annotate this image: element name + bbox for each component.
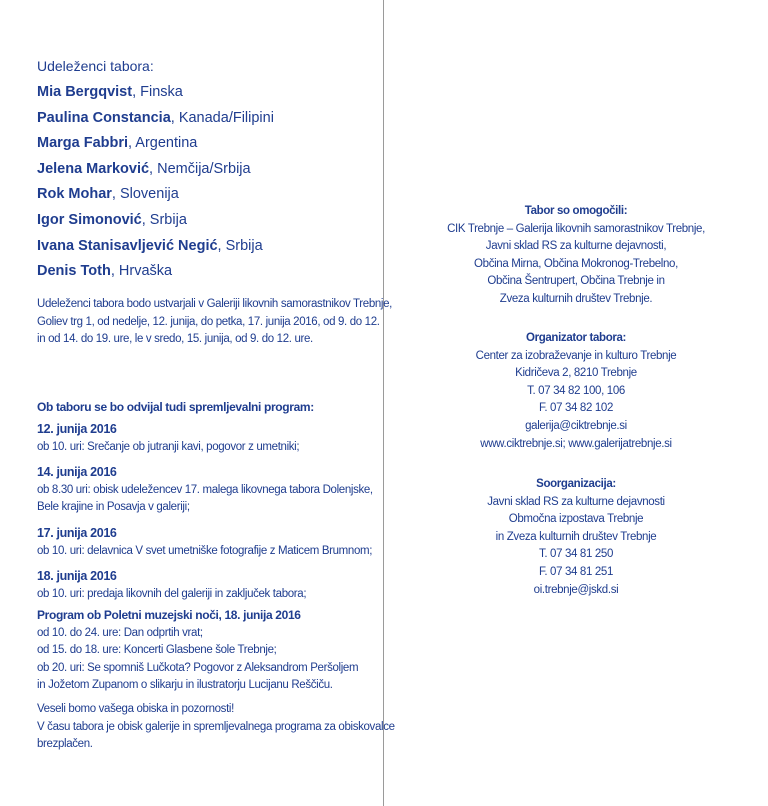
supporters-title: Tabor so omogočili: xyxy=(524,205,628,217)
coorganizer-line: F. 07 34 81 251 xyxy=(538,565,614,578)
supporters-line: Zveza kulturnih društev Trebnje. xyxy=(499,292,653,305)
program-event xyxy=(37,525,373,560)
participant-name: Denis Toth xyxy=(37,263,111,280)
organizer-websites: www.ciktrebnje.si; www.galerijatrebnje.si xyxy=(480,437,672,450)
supporters-line: Javni sklad RS za kulturne dejavnosti, xyxy=(485,240,667,253)
supporters-section xyxy=(384,203,768,309)
coorganizer-line: Območna izpostava Trebnje xyxy=(508,513,644,526)
participants-list xyxy=(37,80,274,285)
event-line: ob 10. uri: Srečanje ob jutranji kavi, pogovor z umetniki; xyxy=(37,440,300,453)
participant xyxy=(37,182,274,208)
event-date: 14. junija 2016 xyxy=(37,465,117,480)
participant xyxy=(37,80,274,106)
organizer-section xyxy=(384,330,768,453)
museum-night-title: Program ob Poletni muzejski noči, 18. junija 2016 xyxy=(37,608,301,622)
organizer-line: Kidričeva 2, 8210 Trebnje xyxy=(515,367,637,380)
event-line: ob 8.30 uri: obisk udeležencev 17. malega likovnega tabora Dolenjske, xyxy=(37,483,373,496)
coorganizer-line: T. 07 34 81 250 xyxy=(538,548,614,561)
event-date: 17. junija 2016 xyxy=(37,525,117,540)
closing-line: Veseli bomo vašega obiska in pozornosti! xyxy=(37,703,234,715)
intro-line: Udeleženci tabora bodo ustvarjali v Galeriji likovnih samorastnikov Trebnje, xyxy=(37,298,393,310)
program-event xyxy=(37,568,373,603)
program-title: Ob taboru se bo odvijal tudi spremljevalni program: xyxy=(37,400,314,414)
closing-note xyxy=(37,701,395,754)
participant-country: , Srbija xyxy=(141,211,187,228)
participant xyxy=(37,259,274,285)
intro-line: in od 14. do 19. ure, le v sredo, 15. junija, od 9. do 12. ure. xyxy=(37,333,313,346)
participant xyxy=(37,208,274,234)
event-line: ob 10. uri: delavnica V svet umetniške fotografije z Maticem Brumnom; xyxy=(37,544,373,557)
event-line: Bele krajine in Posavja v galeriji; xyxy=(37,501,190,514)
program-event xyxy=(37,464,373,517)
participant-name: Rok Mohar xyxy=(37,186,112,203)
participants-heading: Udeleženci tabora: xyxy=(37,58,154,74)
museum-night-line: od 15. do 18. ure: Koncerti Glasbene šole Trebnje; xyxy=(37,644,277,657)
coorganizer-section xyxy=(384,476,768,599)
participant-name: Mia Bergqvist xyxy=(37,84,133,100)
participant xyxy=(37,157,274,183)
participant-country: , Hrvaška xyxy=(110,263,173,280)
participant-country: , Finska xyxy=(132,84,183,100)
participant-name: Jelena Marković xyxy=(37,160,150,177)
program-event xyxy=(37,421,373,456)
supporters-line: Občina Mirna, Občina Mokronog-Trebelno, xyxy=(474,257,678,270)
participant-country: , Srbija xyxy=(217,237,263,254)
organizer-email: galerija@ciktrebnje.si xyxy=(525,419,627,432)
museum-night-line: ob 20. uri: Se spomniš Lučkota? Pogovor z Aleksandrom Peršoljem xyxy=(37,661,359,674)
participant-country: , Slovenija xyxy=(111,186,179,203)
intro-line: Goliev trg 1, od nedelje, 12. junija, do petka, 17. junija 2016, od 9. do 12. xyxy=(37,315,380,328)
organizer-line: F. 07 34 82 102 xyxy=(538,402,614,415)
coorganizer-line: Javni sklad RS za kulturne dejavnosti xyxy=(487,495,665,508)
coorganizer-title: Soorganizacija: xyxy=(536,478,616,490)
participant-name: Marga Fabbri xyxy=(37,135,129,152)
participant-name: Igor Simonović xyxy=(37,211,142,228)
organizer-line: T. 07 34 82 100, 106 xyxy=(527,384,625,397)
supporters-line: Občina Šentrupert, Občina Trebnje in xyxy=(487,275,665,288)
museum-night-line: od 10. do 24. ure: Dan odprtih vrat; xyxy=(37,626,203,639)
program-events xyxy=(37,421,373,611)
participant xyxy=(37,234,274,260)
coorganizer-line: in Zveza kulturnih društev Trebnje xyxy=(495,530,657,543)
organizer-line: Center za izobraževanje in kulturo Trebnje xyxy=(475,349,677,362)
coorganizer-email: oi.trebnje@jskd.si xyxy=(533,583,619,596)
event-line: ob 10. uri: predaja likovnih del galeriji in zaključek tabora; xyxy=(37,587,307,600)
event-date: 18. junija 2016 xyxy=(37,569,117,584)
participant-country: , Argentina xyxy=(128,135,198,152)
organizer-title: Organizator tabora: xyxy=(525,332,627,344)
museum-night-line: in Jožetom Zupanom o slikarju in ilustratorju Lucijanu Reščiču. xyxy=(37,679,333,692)
closing-line: V času tabora je obisk galerije in spremljevalnega programa za obiskovalce xyxy=(37,720,395,733)
museum-night-program xyxy=(37,607,358,695)
participant-name: Paulina Constancia xyxy=(37,109,171,126)
event-date: 12. junija 2016 xyxy=(37,422,117,436)
participant-country: , Kanada/Filipini xyxy=(170,109,274,126)
participant-country: , Nemčija/Srbija xyxy=(149,160,251,177)
intro-paragraph xyxy=(37,296,392,349)
participant xyxy=(37,106,274,132)
closing-line: brezplačen. xyxy=(37,738,93,751)
participant-name: Ivana Stanisavljević Negić xyxy=(37,237,218,254)
participant xyxy=(37,131,274,157)
supporters-line: CIK Trebnje – Galerija likovnih samorastnikov Trebnje, xyxy=(447,222,705,235)
